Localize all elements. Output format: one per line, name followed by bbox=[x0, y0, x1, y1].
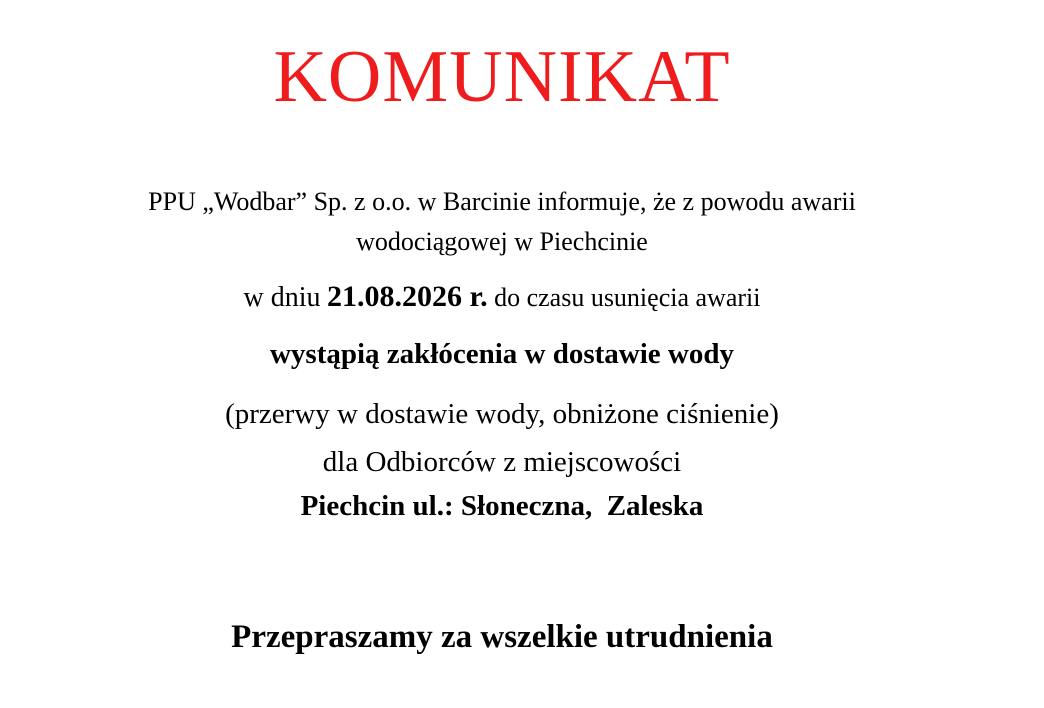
affected-streets: Piechcin ul.: Słoneczna, Zaleska bbox=[300, 490, 704, 522]
apology-line: Przepraszamy za wszelkie utrudnienia bbox=[231, 619, 773, 655]
outage-date: 21.08.2026 r. bbox=[327, 280, 488, 313]
intro-line-1: PPU „Wodbar” Sp. z o.o. w Barcinie informuje, że z powodu awarii bbox=[148, 187, 856, 216]
disruption-details: (przerwy w dostawie wody, obniżone ciśnienie) bbox=[225, 398, 779, 430]
date-prefix: w dniu bbox=[243, 282, 321, 313]
date-line bbox=[0, 282, 1004, 312]
date-suffix: do czasu usunięcia awarii bbox=[494, 283, 761, 312]
disruption-statement: wystąpią zakłócenia w dostawie wody bbox=[269, 338, 734, 370]
notice-title: KOMUNIKAT bbox=[273, 36, 731, 118]
recipients-line: dla Odbiorców z miejscowości bbox=[322, 446, 682, 478]
intro-line-2: wodociągowej w Piechcinie bbox=[356, 227, 648, 256]
